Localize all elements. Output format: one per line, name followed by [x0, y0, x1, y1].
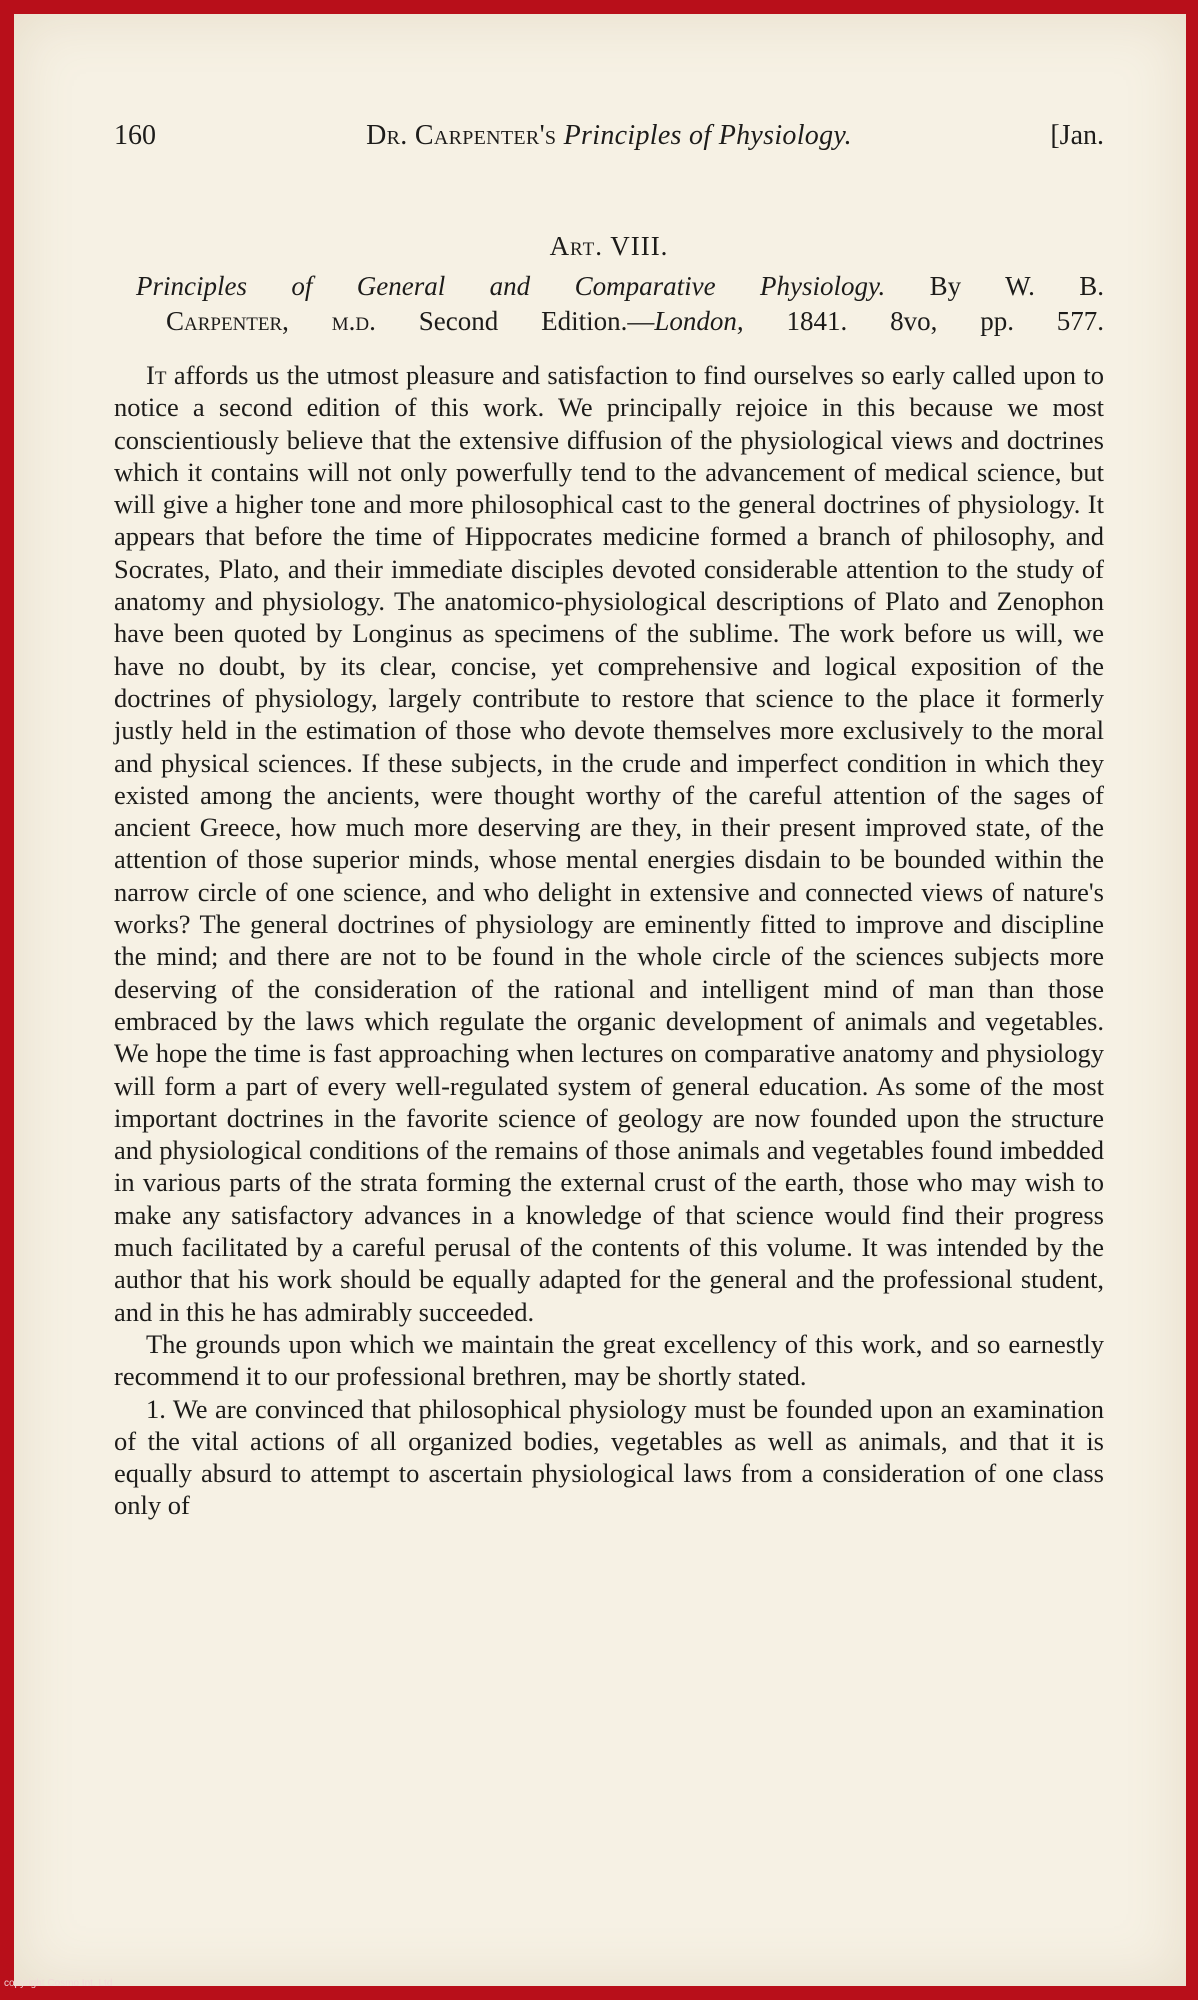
paragraph-3 — [114, 1393, 1104, 1522]
article-body — [114, 359, 1104, 1522]
running-title-work: Principles of Physiology. — [563, 120, 852, 151]
citation-line-2 — [114, 304, 1104, 339]
paragraph-1-text: affords us the utmost pleasure and satisfaction to find ourselves so early called upon to notice a second edition of this work. We principally rejoice in this because we most conscientiously believe that the extensive diffusion of the physiological views and doctrines which it contains will not only powerfully tend to the advancement of medical science, but will give a higher tone and more philosophical cast to the general doctrines of physiology. It appears that before the time of Hippocrates medicine formed a branch of philosophy, and Socrates, Plato, and their immediate disciples devoted considerable attention to the study of anatomy and physiology. The anatomico-physiological descriptions of Plato and Zenophon have been quoted by Longinus as specimens of the sublime. The work before us will, we have no doubt, by its clear, concise, yet comprehensive and logical exposition of the doctrines of physiology, largely contribute to restore that science to the place it formerly justly held in the estimation of those who devote themselves more exclusively to the moral and physical sciences. If these subjects, in the crude and imperfect condition in which they existed among the ancients, were thought worthy of the careful attention of the sages of ancient Greece, how much more deserving are they, in their present improved state, of the attention of those superior minds, whose mental energies disdain to be bounded within the narrow circle of one science, and who delight in extensive and connected views of nature's works? The general doctrines of physiology are eminently fitted to improve and discipline the mind; and there are not to be found in the whole circle of the sciences subjects more deserving of the consideration of the rational and intelligent mind of man than those embraced by the laws which regulate the organic development of animals and vegetables. We hope the time is fast approaching when lectures on comparative anatomy and physiology will form a part of every well-regulated system of general education. As some of the most important doctrines in the favorite science of geology are now founded upon the structure and physiological conditions of the remains of those animals and vegetables found imbedded in various parts of the strata forming the external crust of the earth, those who may wish to make any satisfactory advances in a knowledge of that science would find their progress much facilitated by a careful perusal of the contents of this volume. It was intended by the author that his work should be equally adapted for the general and the professional student, and in this he has admirably succeeded. — [114, 360, 1104, 1327]
running-title — [114, 114, 1104, 158]
citation-details: 1841. 8vo, pp. 577. — [786, 306, 1105, 336]
paragraph-1-lead: It — [146, 360, 167, 390]
citation-by: By W. B. — [929, 271, 1104, 301]
copyright-notice: copyright Cosmo Int. Ltd — [4, 1978, 113, 1989]
running-head — [114, 114, 1104, 158]
page-number: 160 — [114, 120, 156, 151]
citation-author: Carpenter, m.d. — [166, 306, 376, 336]
article-number: Art. VIII. — [549, 231, 669, 261]
book-citation — [114, 269, 1104, 339]
paragraph-2-text: The grounds upon which we maintain the great excellency of this work, and so earnestly recommend it to our professional brethren, may be shortly stated. — [114, 1328, 1104, 1392]
citation-line-1 — [114, 269, 1104, 304]
citation-place: London, — [654, 306, 744, 336]
citation-edition: Second Edition.— — [418, 306, 655, 336]
running-date: [Jan. — [1050, 120, 1104, 151]
book-page — [14, 14, 1186, 1986]
paragraph-2 — [114, 1328, 1104, 1393]
running-title-author: Dr. Carpenter's — [366, 120, 557, 151]
paragraph-3-text: 1. We are convinced that philosophical physiology must be founded upon an examination of the vital actions of all organized bodies, vegetables as well as animals, and that it is equally absurd to attempt to ascertain physiological laws from a consideration of one class only of — [114, 1393, 1104, 1521]
paragraph-1 — [114, 359, 1104, 1328]
citation-title: Principles of General and Comparative Physiology. — [136, 271, 886, 301]
